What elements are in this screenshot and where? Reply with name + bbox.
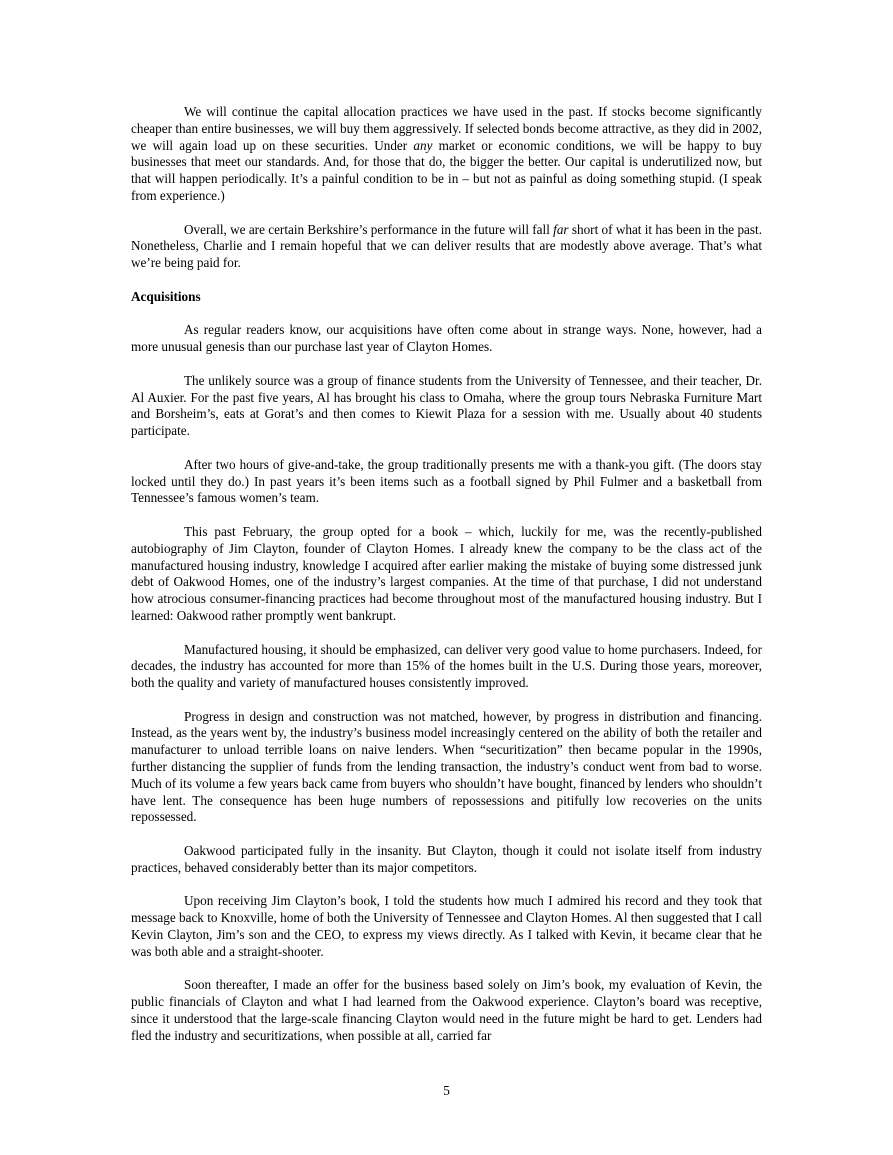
paragraph-text: market or economic conditions, we will be happy to buy businesses that meet our standards. And, for those that do, the bigger the better. Our capital is underutilized now, but that will happen periodically. It’s a painful condition to be in – but not as painful as doing something stupid. (I speak from experience.)	[131, 137, 762, 203]
page-number: 5	[443, 1083, 450, 1098]
body-paragraph	[131, 524, 762, 625]
paragraph-text: The unlikely source was a group of finance students from the University of Tennessee, and their teacher, Dr. Al Auxier. For the past five years, Al has brought his class to Omaha, where the group tours Nebraska Furniture Mart and Borsheim’s, eats at Gorat’s and then comes to Kiewit Plaza for a session with me. Usually about 40 students participate.	[131, 372, 762, 439]
paragraph-text: Overall, we are certain Berkshire’s performance in the future will fall	[184, 221, 554, 237]
body-paragraph	[131, 373, 762, 440]
paragraphs-top	[131, 104, 762, 272]
letter-page	[131, 104, 762, 1061]
paragraph-text: Progress in design and construction was not matched, however, by progress in distribution and financing. Instead, as the years went by, the industry’s business model increasingly centered on the ability of both the retailer and manufacturer to unload terrible loans on naive lenders. When “securitization” then became popular in the 1990s, further distancing the supplier of funds from the lending transaction, the industry’s conduct went from bad to worse. Much of its volume a few years back came from buyers who shouldn’t have bought, financed by lenders who shouldn’t have lent. The consequence has been huge numbers of repossessions and pitifully low recoveries on the units repossessed.	[131, 708, 762, 825]
body-paragraph	[131, 322, 762, 356]
paragraph-text: short of what it has been in the past. Nonetheless, Charlie and I remain hopeful that we can deliver results that are modestly above average. That’s what we’re being paid for.	[131, 221, 762, 271]
paragraph-text: This past February, the group opted for a book – which, luckily for me, was the recently-published autobiography of Jim Clayton, founder of Clayton Homes. I already knew the company to be the class act of the manufactured housing industry, knowledge I acquired after earlier making the mistake of buying some distressed junk debt of Oakwood Homes, one of the industry’s largest companies. At the time of that purchase, I did not understand how atrocious consumer-financing practices had become throughout most of the manufactured housing industry. But I learned: Oakwood rather promptly went bankrupt.	[131, 523, 762, 623]
paragraph-text: After two hours of give-and-take, the group traditionally presents me with a thank-you gift. (The doors stay locked until they do.) In past years it’s been items such as a football signed by Phil Fulmer and a basketball from Tennessee’s famous women’s team.	[131, 456, 762, 506]
body-paragraph	[131, 457, 762, 507]
body-paragraph	[131, 222, 762, 272]
emphasis-text: far	[553, 221, 569, 237]
body-paragraph	[131, 893, 762, 960]
paragraph-text: Upon receiving Jim Clayton’s book, I told the students how much I admired his record and they took that message back to Knoxville, home of both the University of Tennessee and Clayton Homes. Al then suggested that I call Kevin Clayton, Jim’s son and the CEO, to express my views directly. As I talked with Kevin, it became clear that he was both able and a straight-shooter.	[131, 893, 762, 959]
paragraphs-bottom	[131, 322, 762, 1044]
paragraph-text: Oakwood participated fully in the insanity. But Clayton, though it could not isolate itself from industry practices, behaved considerably better than its major competitors.	[131, 843, 762, 875]
paragraph-text: We will continue the capital allocation practices we have used in the past. If stocks become significantly cheaper than entire businesses, we will buy them aggressively. If selected bonds become attractive, as they did in 2002, we will again load up on these securities. Under	[131, 104, 762, 153]
paragraph-text: Manufactured housing, it should be emphasized, can deliver very good value to home purchasers. Indeed, for decades, the industry has accounted for more than 15% of the homes built in the U.S. During those years, moreover, both the quality and variety of manufactured houses consistently improved.	[131, 641, 762, 691]
body-paragraph	[131, 642, 762, 692]
body-paragraph	[131, 709, 762, 827]
body-paragraph	[131, 843, 762, 877]
body-paragraph	[131, 104, 762, 205]
emphasis-text: any	[413, 137, 433, 153]
section-heading: Acquisitions	[131, 288, 201, 304]
paragraph-text: As regular readers know, our acquisitions have often come about in strange ways. None, however, had a more unusual genesis than our purchase last year of Clayton Homes.	[131, 322, 762, 355]
body-paragraph	[131, 977, 762, 1044]
paragraph-text: Soon thereafter, I made an offer for the business based solely on Jim’s book, my evaluation of Kevin, the public financials of Clayton and what I had learned from the Oakwood experience. Clayton’s board was receptive, since it understood that the large-scale financing Clayton would need in the future might be hard to get. Lenders had fled the industry and securitizations, when possible at all, carried far	[131, 977, 762, 1043]
